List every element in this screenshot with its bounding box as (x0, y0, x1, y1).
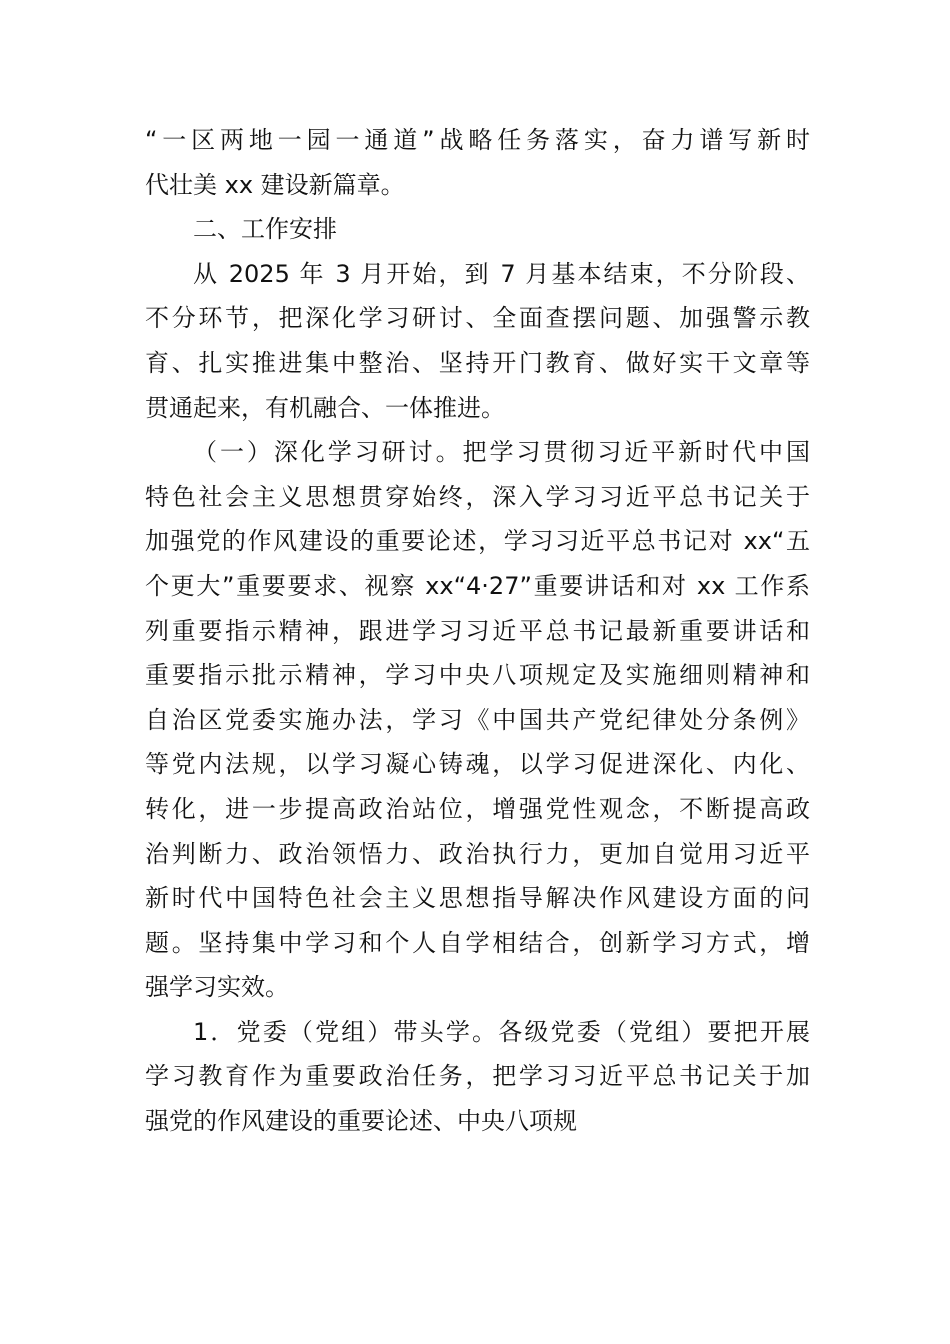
text-line: 从 2025 年 3 月开始，到 7 月基本结束，不分阶段、 (193, 259, 810, 288)
text-line: 重要指示批示精神，学习中央八项规定及实施细则精神和 (145, 661, 810, 690)
list-item-heading: 1．党委（党组）带头学。各级党委（党组）要把开展 (193, 1017, 810, 1046)
text-line: 等党内法规，以学习凝心铸魂，以学习促进深化、内化、 (145, 750, 810, 779)
text-line: 强学习实效。 (145, 973, 289, 1002)
text-line: 自治区党委实施办法，学习《中国共产党纪律处分条例》 (145, 705, 810, 734)
text-line: 个更大”重要要求、视察 xx“4·27”重要讲话和对 xx 工作系 (145, 571, 810, 600)
text-line: 题。坚持集中学习和个人自学相结合，创新学习方式，增 (145, 928, 810, 957)
subsection-heading: （一）深化学习研讨。把学习贯彻习近平新时代中国 (193, 438, 810, 467)
text-line: 学习教育作为重要政治任务，把学习习近平总书记关于加 (145, 1062, 810, 1091)
text-line: “一区两地一园一通道”战略任务落实，奋力谱写新时 (145, 126, 810, 154)
text-line: 列重要指示精神，跟进学习习近平总书记最新重要讲话和 (145, 616, 810, 645)
text-line: 不分环节，把深化学习研讨、全面查摆问题、加强警示教 (145, 304, 810, 333)
text-line: 治判断力、政治领悟力、政治执行力，更加自觉用习近平 (145, 839, 810, 868)
text-line: 育、扎实推进集中整治、坚持开门教育、做好实干文章等 (145, 348, 810, 377)
text-line: 贯通起来，有机融合、一体推进。 (145, 393, 505, 422)
section-heading: 二、工作安排 (193, 215, 337, 244)
text-line: 新时代中国特色社会主义思想指导解决作风建设方面的问 (145, 884, 810, 913)
text-line: 代壮美 xx 建设新篇章。 (145, 170, 405, 199)
text-line: 特色社会主义思想贯穿始终，深入学习习近平总书记关于 (145, 482, 810, 511)
text-line: 转化，进一步提高政治站位，增强党性观念，不断提高政 (145, 794, 810, 823)
text-line: 强党的作风建设的重要论述、中央八项规 (145, 1107, 577, 1136)
text-line: 加强党的作风建设的重要论述，学习习近平总书记对 xx“五 (145, 527, 810, 556)
body-text (145, 118, 810, 1144)
